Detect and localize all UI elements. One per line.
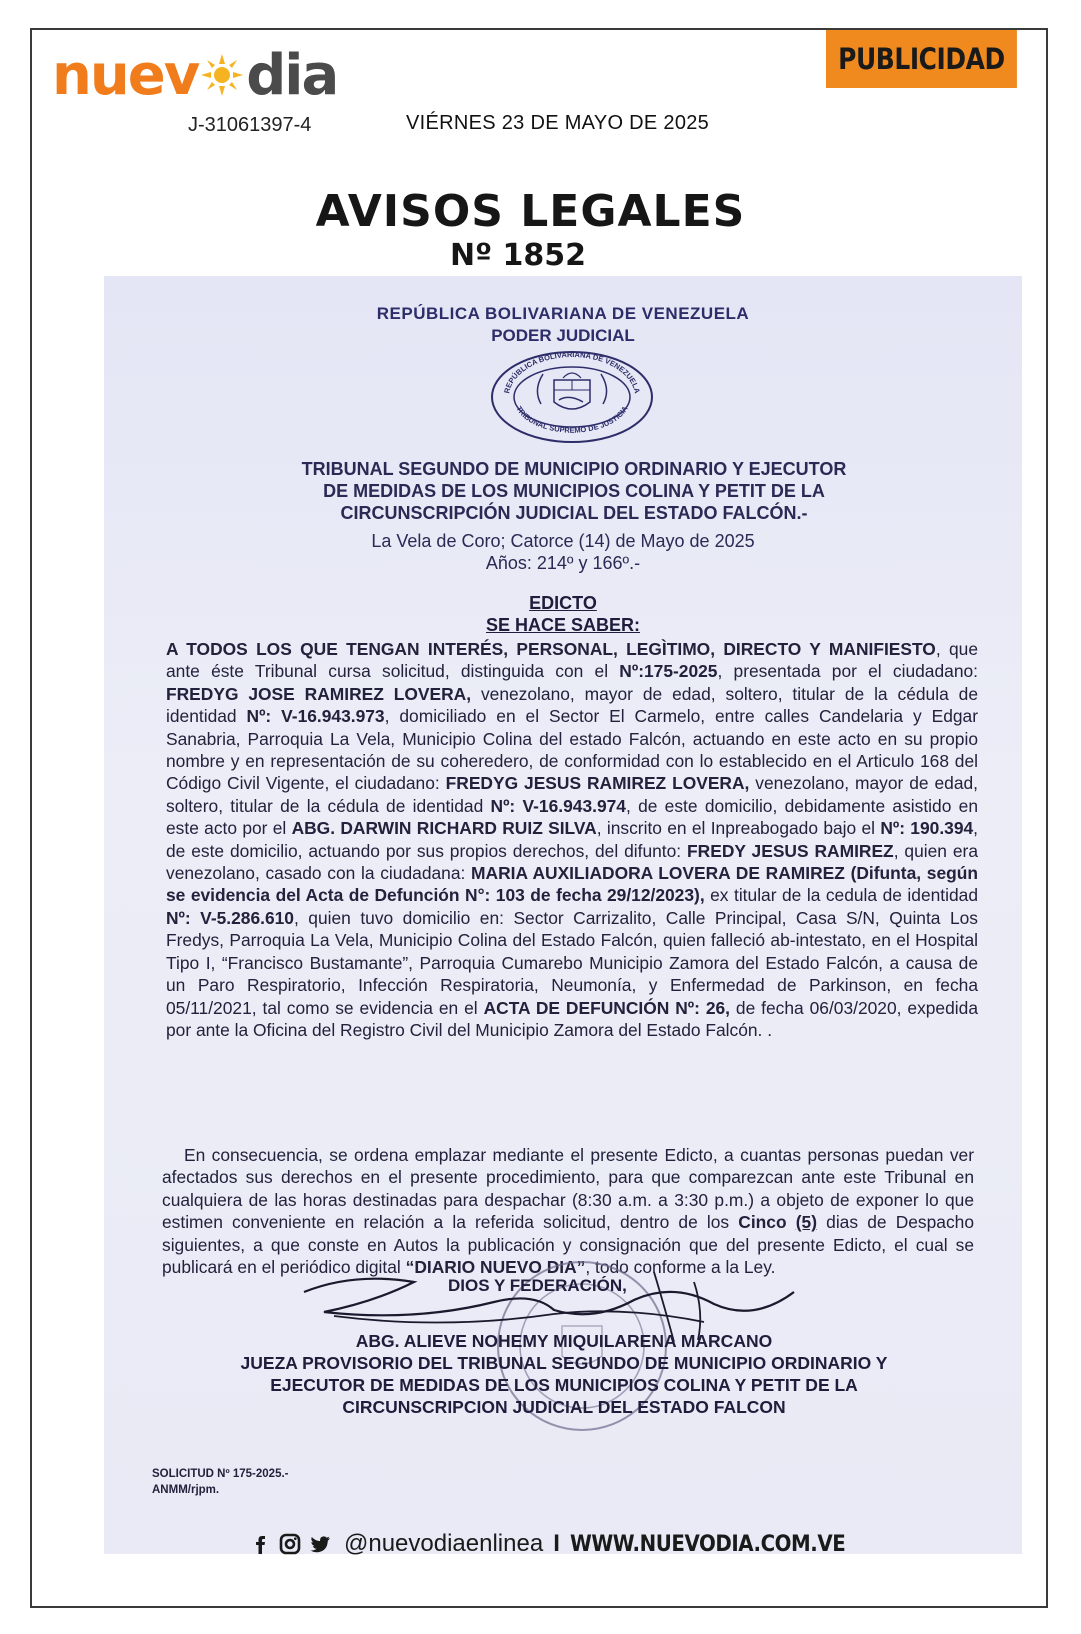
text-run: , domiciliado en el Sector El Carmelo, entre calles Candelaria y Edgar Sanabria, Parroquia La Vela, Municipio Colina del estado Falcón, actuando en este acto en su propio nombre y en representación de su coheredero, de conformidad con lo establecido en el Articulo 168 del Código Civil Vigente, el ciudadano: (166, 706, 978, 794)
initials: ANMM/rjpm. (152, 1484, 220, 1496)
closing-salutation: DIOS Y FEDERACIÓN, (448, 1276, 627, 1295)
bold-run: “DIARIO NUEVO DIA” (405, 1257, 586, 1278)
solicitud-reference (152, 1466, 289, 1498)
tribunal-line: DE MEDIDAS DE LOS MUNICIPIOS COLINA Y PETIT DE LA (323, 481, 825, 501)
tribunal-line: TRIBUNAL SEGUNDO DE MUNICIPIO ORDINARIO Y EJECUTOR (301, 459, 847, 479)
se-hace-saber: SE HACE SABER: (485, 615, 641, 635)
bold-run: Cinco (738, 1212, 796, 1233)
text-run: , todo conforme a la Ley. (585, 1257, 776, 1278)
bold-run: ACTA DE DEFUNCIÓN Nº: 26, (483, 997, 730, 1018)
svg-text:TRIBUNAL SUPREMO DE JUSTICIA: TRIBUNAL SUPREMO DE JUSTICIA (514, 404, 630, 435)
text-run: , quien tuvo domicilio en: Sector Carrizalito, Calle Principal, Casa S/N, Quinta Los Fredys, Parroquia La Vela, Municipio Colina del Estado Falcón, quien falleció ab-intestato, en el Hospital Tipo I, “Francisco Bustamante”, Parroquia Cumarebo Municipio Zamora del Estado Falcón, a causa de un Paro Respiratorio, Infección Respiratoria, Neumonía, y Enfermedad de Parkinson, en fecha 05/11/2021, tal como se evidencia en el (166, 907, 978, 1018)
edition-number: Nº 1852 (450, 238, 586, 273)
edicto-title: EDICTO (529, 593, 597, 613)
text-run: venezolano, mayor de edad, soltero, titular de la cédula de identidad (166, 683, 978, 727)
tribunal-line: CIRCUNSCRIPCIÓN JUDICIAL DEL ESTADO FALCÓN.- (340, 503, 808, 523)
bold-run: Nº: V-16.943.973 (246, 706, 385, 727)
nuevodia-logo: nuev dia (52, 43, 338, 108)
republic-heading: REPÚBLICA BOLIVARIANA DE VENEZUELA (376, 304, 750, 323)
text-run: venezolano, mayor de edad, soltero, titular de la cédula de identidad (166, 773, 978, 816)
text-run: ex titular de la cedula de identidad (704, 885, 978, 906)
place-and-date (104, 530, 1022, 574)
judge-title-line: EJECUTOR DE MEDIDAS DE LOS MUNICIPIOS COLINA Y PETIT DE LA (270, 1375, 858, 1395)
text-run: , quien era venezolano, casado con la ciudadana: (166, 840, 978, 884)
branch-heading: PODER JUDICIAL (491, 326, 635, 345)
text-run: , de este domicilio, debidamente asistido en este acto por el (166, 795, 978, 839)
bold-run: Nº: V-16.943.974 (490, 795, 626, 816)
text-run: , presentada por el ciudadano: (717, 661, 978, 682)
page-title: AVISOS LEGALES (315, 186, 746, 237)
solicitud-number: SOLICITUD Nº 175-2025.- (152, 1468, 289, 1480)
social-handle[interactable]: @nuevodiaenlinea (344, 1530, 544, 1557)
years-line: Años: 214º y 166º.- (485, 553, 641, 573)
footer (248, 1526, 876, 1562)
bold-run: MARIA AUXILIADORA LOVERA DE RAMIREZ (Difunta, según se evidencia del Acta de Defunción N°: 103 de fecha 29/12/2023), (166, 863, 978, 906)
text-run: dias de Despacho siguientes, a que conste en Autos la publicación y consignación que del presente Edicto, el cual se publicará en el periódico digital (162, 1212, 974, 1278)
place-date-line: La Vela de Coro; Catorce (14) de Mayo de 2025 (371, 531, 755, 551)
tribunal-heading (244, 458, 904, 524)
underlined-run: (5) (795, 1212, 817, 1233)
text-run: , inscrito en el Inpreabogado bajo el (596, 818, 881, 839)
judge-block (164, 1330, 964, 1418)
bold-run: FREDYG JOSE RAMIREZ LOVERA, (166, 683, 472, 704)
bold-run: FREDY JESUS RAMIREZ (687, 840, 894, 861)
bold-run: Nº: 190.394 (880, 818, 974, 839)
publication-date: VIÉRNES 23 DE MAYO DE 2025 (406, 112, 710, 134)
edict-paragraph-1 (166, 638, 978, 1041)
svg-text:REPÚBLICA BOLIVARIANA DE VENEZ: REPÚBLICA BOLIVARIANA DE VENEZUELA (502, 350, 642, 395)
text-run: En consecuencia, se ordena emplazar mediante el presente Edicto, a cuantas personas puedan ver afectados sus derechos en el presente procedimiento, para que comparezcan ante este Tribunal en cualquiera de las horas destinadas para despachar (8:30 a.m. a 3:30 p.m.) a objeto de exponer lo que estimen conveniente en relación a la referida solicitud, dentro de los (162, 1145, 974, 1233)
judge-title-line: JUEZA PROVISORIO DEL TRIBUNAL SEGUNDO DE MUNICIPIO ORDINARIO Y (240, 1353, 888, 1373)
bold-run: FREDYG JESUS RAMIREZ LOVERA, (445, 773, 750, 794)
website-link[interactable]: WWW.NUEVODIA.COM.VE (569, 1531, 846, 1557)
instagram-icon[interactable] (278, 1532, 302, 1556)
text-run: de fecha 06/03/2020, expedida por ante la Oficina del Registro Civil del Municipio Zamora del Estado Falcón. . (166, 997, 978, 1040)
bold-run: A TODOS LOS QUE TENGAN INTERÉS, PERSONAL, LEGÌTIMO, DIRECTO Y MANIFIESTO (166, 639, 936, 659)
judge-name: ABG. ALIEVE NOHEMY MIQUILARENA MARCANO (355, 1331, 773, 1351)
text-run: , que ante éste Tribunal cursa solicitud, distinguida con el (166, 639, 978, 682)
rif-number: J-31061397-4 (188, 114, 312, 136)
scanned-document (104, 276, 1022, 1554)
twitter-icon[interactable] (308, 1532, 332, 1556)
bold-run: ABG. DARWIN RICHARD RUIZ SILVA (291, 818, 597, 839)
judge-title-line: CIRCUNSCRIPCION JUDICIAL DEL ESTADO FALCON (342, 1397, 786, 1417)
facebook-icon[interactable] (248, 1532, 272, 1556)
sun-logo-icon (199, 52, 245, 98)
text-run: , de este domicilio, actuando por sus propios derechos, del difunto: (166, 818, 979, 861)
publicidad-tag: PUBLICIDAD (826, 30, 1017, 88)
edicto-heading (104, 592, 1022, 636)
bold-run: Nº:175-2025 (619, 661, 718, 682)
footer-separator: I (553, 1530, 560, 1557)
judicial-seal-icon (489, 350, 655, 444)
bold-run: Nº: V-5.286.610 (166, 907, 294, 928)
